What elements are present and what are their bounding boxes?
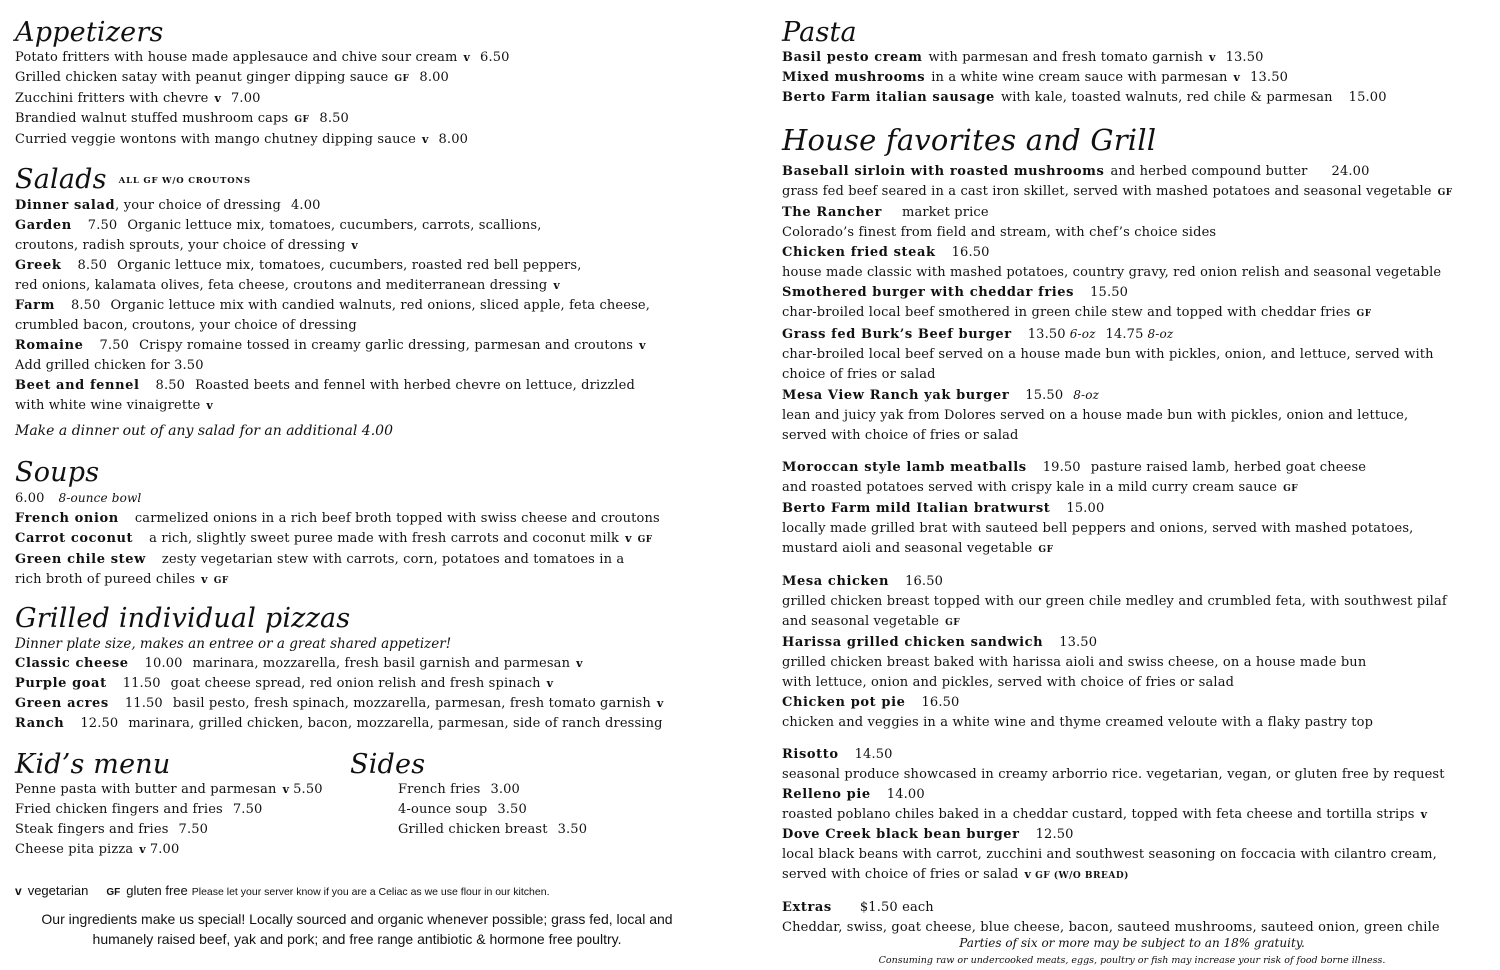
menu-item: Dove Creek black bean burger 12.50	[782, 827, 1074, 842]
sides-section	[350, 750, 650, 840]
pizzas-subtitle: Dinner plate size, makes an entree or a great shared appetizer!	[15, 636, 452, 652]
menu-item: Steak fingers and fries 7.50	[15, 822, 209, 837]
menu-item: Curried veggie wontons with mango chutney dipping sauce v 8.00	[15, 132, 469, 147]
menu-item-desc: locally made grilled brat with sauteed bell peppers and onions, served with mashed potatoes,	[782, 521, 1414, 536]
menu-item: Cheese pita pizza v 7.00	[15, 842, 180, 857]
menu-item-desc: Colorado’s finest from field and stream, with chef’s choice sides	[782, 225, 1217, 240]
section-title: Soups	[15, 457, 100, 488]
menu-item: Purple goat 11.50 goat cheese spread, red onion relish and fresh spinach v	[15, 676, 554, 691]
menu-item-desc: char-broiled local beef smothered in green chile stew and topped with cheddar fries GF	[782, 305, 1372, 320]
kids-section	[15, 750, 345, 860]
menu-item-desc: served with choice of fries or salad v GF (W/O BREAD)	[782, 867, 1129, 882]
section-title: Kid’s menu	[15, 749, 171, 780]
vegetarian-symbol: v	[15, 884, 22, 898]
menu-item: Mixed mushrooms in a white wine cream sauce with parmesan v 13.50	[782, 70, 1289, 85]
gratuity-note: Parties of six or more may be subject to an 18% gratuity.	[959, 936, 1305, 950]
menu-item-cont: red onions, kalamata olives, feta cheese, croutons and mediterranean dressing v	[15, 277, 560, 293]
menu-item-cont: crumbled bacon, croutons, your choice of dressing	[15, 317, 357, 333]
ingredients-note: Our ingredients make us special! Locally sourced and organic whenever possible; grass fed, local and humanely raised beef, yak and pork; and free range antibiotic & hormone free poultry.	[41, 911, 673, 947]
menu-item-desc: char-broiled local beef served on a house made bun with pickles, onion, and lettuce, served with	[782, 347, 1434, 362]
dietary-legend: v vegetarian GF gluten free Please let your server know if you are a Celiac as we use flour in our kitchen.	[15, 883, 550, 898]
menu-item-cont: croutons, radish sprouts, your choice of dressing v	[15, 237, 358, 253]
menu-item: Relleno pie 14.00	[782, 787, 925, 802]
menu-item: Greek 8.50 Organic lettuce mix, tomatoes, cucumbers, roasted red bell peppers,	[15, 257, 582, 273]
section-title: Appetizers	[15, 17, 164, 48]
menu-item: Fried chicken fingers and fries 7.50	[15, 802, 263, 817]
menu-item: Baseball sirloin with roasted mushrooms and herbed compound butter 24.00	[782, 164, 1370, 179]
menu-item: French fries 3.00	[398, 782, 520, 797]
menu-item: Carrot coconut a rich, slightly sweet puree made with fresh carrots and coconut milk v GF	[15, 531, 653, 546]
menu-item: Mesa chicken 16.50	[782, 574, 944, 589]
menu-item: Extras $1.50 each	[782, 900, 934, 915]
menu-item-cont: with white wine vinaigrette v	[15, 397, 213, 413]
menu-item-desc: served with choice of fries or salad	[782, 428, 1019, 443]
menu-item-desc: choice of fries or salad	[782, 367, 936, 382]
menu-item: Green acres 11.50 basil pesto, fresh spinach, mozzarella, parmesan, fresh tomato garnish v	[15, 696, 664, 711]
menu-item: Ranch 12.50 marinara, grilled chicken, bacon, mozzarella, parmesan, side of ranch dressing	[15, 716, 663, 731]
salads-footer: Make a dinner out of any salad for an additional 4.00	[15, 422, 393, 439]
menu-item: Moroccan style lamb meatballs 19.50 pasture raised lamb, herbed goat cheese	[782, 460, 1367, 475]
menu-item-desc: grilled chicken breast topped with our green chile medley and crumbled feta, with southwest pilaf	[782, 594, 1447, 609]
menu-item: Risotto 14.50	[782, 747, 893, 762]
menu-item: Chicken fried steak 16.50	[782, 245, 990, 260]
soups-price: 6.00 8-ounce bowl	[15, 491, 142, 506]
menu-item: Brandied walnut stuffed mushroom caps GF 8.50	[15, 111, 349, 126]
house-section	[782, 124, 1482, 938]
menu-item-desc: mustard aioli and seasonal vegetable GF	[782, 541, 1054, 556]
gluten-free-symbol: GF	[106, 887, 121, 898]
menu-item: Mesa View Ranch yak burger 15.50 8-oz	[782, 388, 1100, 403]
menu-item: French onion carmelized onions in a rich beef broth topped with swiss cheese and croutons	[15, 511, 660, 526]
menu-item-desc: local black beans with carrot, zucchini and southwest seasoning on foccacia with cilantro cream,	[782, 847, 1437, 862]
section-title: Grilled individual pizzas	[15, 603, 351, 634]
menu-item: Green chile stew zesty vegetarian stew with carrots, corn, potatoes and tomatoes in a	[15, 552, 625, 567]
section-title: Sides	[350, 749, 426, 780]
menu-item-desc: Cheddar, swiss, goat cheese, blue cheese, bacon, sauteed mushrooms, sauteed onion, green chile	[782, 920, 1440, 935]
menu-item: Romaine 7.50 Crispy romaine tossed in creamy garlic dressing, parmesan and croutons v	[15, 337, 646, 353]
salads-section	[15, 165, 715, 442]
menu-item-desc: lean and juicy yak from Dolores served on a house made bun with pickles, onion and lettuce,	[782, 408, 1409, 423]
menu-item: Grilled chicken satay with peanut ginger dipping sauce GF 8.00	[15, 70, 449, 85]
pasta-section	[782, 18, 1482, 108]
menu-item: Zucchini fritters with chevre v 7.00	[15, 91, 261, 106]
food-safety-disclaimer: Consuming raw or undercooked meats, eggs, poultry or fish may increase your risk of food borne illness.	[878, 955, 1386, 966]
menu-item: Garden 7.50 Organic lettuce mix, tomatoes, cucumbers, carrots, scallions,	[15, 217, 542, 233]
appetizers-section	[15, 18, 715, 150]
menu-item: Basil pesto cream with parmesan and fresh tomato garnish v 13.50	[782, 50, 1264, 65]
menu-item: Harissa grilled chicken sandwich 13.50	[782, 635, 1098, 650]
menu-item-desc: roasted poblano chiles baked in a cheddar custard, topped with feta cheese and tortilla strips v	[782, 807, 1428, 822]
menu-item: Dinner salad, your choice of dressing 4.00	[15, 197, 321, 213]
menu-item: Beet and fennel 8.50 Roasted beets and fennel with herbed chevre on lettuce, drizzled	[15, 377, 635, 393]
menu-item-desc: and seasonal vegetable GF	[782, 614, 961, 629]
section-title: Pasta	[782, 17, 857, 48]
menu-item-desc: with lettuce, onion and pickles, served with choice of fries or salad	[782, 675, 1235, 690]
salads-note: ALL GF W/O CROUTONS	[118, 175, 251, 186]
menu-item: Grilled chicken breast 3.50	[398, 822, 588, 837]
section-title: Salads ALL GF W/O CROUTONS	[15, 164, 251, 195]
menu-item: Classic cheese 10.00 marinara, mozzarella, fresh basil garnish and parmesan v	[15, 656, 583, 671]
section-title: House favorites and Grill	[782, 123, 1157, 157]
menu-item: Smothered burger with cheddar fries 15.50	[782, 285, 1129, 300]
soups-section	[15, 458, 715, 591]
pizzas-section	[15, 604, 715, 734]
menu-item: Penne pasta with butter and parmesan v 5.50	[15, 782, 323, 797]
menu-item: Berto Farm mild Italian bratwurst 15.00	[782, 501, 1105, 516]
menu-item: Chicken pot pie 16.50	[782, 695, 960, 710]
menu-item: 4-ounce soup 3.50	[398, 802, 527, 817]
menu-item-desc: grilled chicken breast baked with harissa aioli and swiss cheese, on a house made bun	[782, 655, 1367, 670]
menu-item: Potato fritters with house made applesauce and chive sour cream v 6.50	[15, 50, 510, 65]
menu-item: Farm 8.50 Organic lettuce mix with candied walnuts, red onions, sliced apple, feta cheese,	[15, 297, 651, 313]
menu-item-desc: house made classic with mashed potatoes, country gravy, red onion relish and seasonal vegetable	[782, 265, 1442, 280]
menu-item-desc: grass fed beef seared in a cast iron skillet, served with mashed potatoes and seasonal vegetable GF	[782, 184, 1453, 199]
menu-item-cont: Add grilled chicken for 3.50	[15, 357, 204, 373]
menu-item-desc: and roasted potatoes served with crispy kale in a mild curry cream sauce GF	[782, 480, 1299, 495]
menu-item: Grass fed Burk’s Beef burger 13.50 6-oz 14.75 8-oz	[782, 327, 1174, 342]
menu-item: Berto Farm italian sausage with kale, toasted walnuts, red chile & parmesan 15.00	[782, 90, 1387, 105]
menu-item: The Rancher market price	[782, 205, 989, 220]
menu-item-desc: chicken and veggies in a white wine and thyme creamed veloute with a flaky pastry top	[782, 715, 1374, 730]
menu-item-cont: rich broth of pureed chiles v GF	[15, 572, 229, 587]
menu-item-desc: seasonal produce showcased in creamy arborrio rice. vegetarian, vegan, or gluten free by request	[782, 767, 1445, 782]
